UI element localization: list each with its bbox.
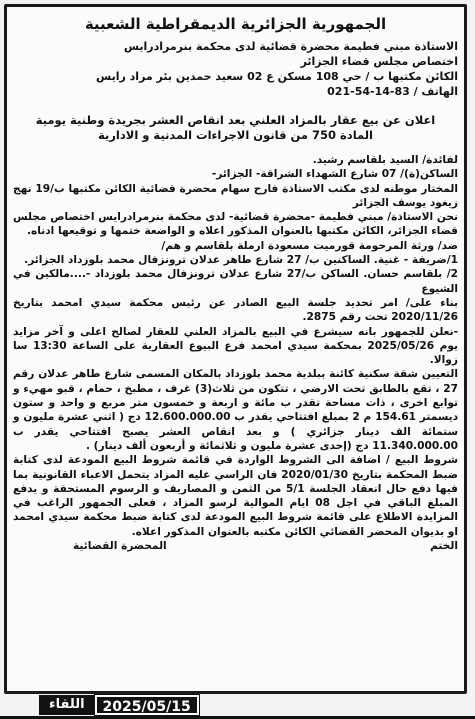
sale-conditions: شروط البيع / اضافة الى الشروط الواردة في قائمة شروط البيع المودعة لدى كتابة ضبط المحكمة بتاريخ 2020/01/30 فان الراسي عليه المزاد يتحمل الاعباء القانونية بما فيها دفع حال انعقاد الجلسة 5/1 من الثمن و المصاريف و الرسوم المستحقة و يدفع المبلغ الباقي في اجل 08 ايام الموالية لرسو المزاد ، فعلى الجمهور الراغب في المزايدة الاطلاع على قائمة شروط البيع المودعة لدى كتابة ضبط محكمة سيدي امحمد او بديوان المحضر القضائي الكائن مكتبه بالعنوان المذكور اعلاه.: [13, 454, 458, 538]
notice-content: [13, 13, 458, 685]
bailiff-phone: الهاتف / 83-14-54-021: [327, 85, 458, 98]
heir-1: 1/ضريفة - غنية. الساكنين ب/ 27 شارع طاهر عدلان ترونزفال محمد بلوزداد الجزائر.: [24, 254, 458, 267]
beneficiary-address: الساكن(ة)/ 07 شارع الشهداء الشراقة- الجزائر-: [211, 168, 458, 181]
elected-domicile: المختار موطنه لدى مكتب الاستاذة فارح سهام محضرة قضائية الكائن مكتبها ب/19 نهج زيغود يوسف الجزائر: [13, 182, 458, 209]
notice-body: [13, 153, 458, 539]
bailiff-signature-label: المحضرة القضائية: [73, 540, 167, 553]
signoff: [13, 539, 458, 553]
newspaper-name: اللقاء: [39, 695, 95, 715]
publication-date: 2025/05/15: [95, 695, 199, 715]
notice-subtitle: المادة 750 من قانون الاجراءات المدنية و الادارية: [98, 128, 373, 142]
bailiff-info: [13, 39, 458, 99]
property-description: التعيين شقة سكنية كائنة ببلدية محمد بلوزداد بالمكان المسمى شارع طاهر عدلان رقم 27 ، تقع بالطابق تحت الارضي ، تتكون من ثلاث(3) غرف ، مطبخ ، حمام ، قبو مهيء و توابع اخرى ، ذات مساحة تقدر ب مائة و اربعة و خمسون متر مربع و واحد و ستون ديسمتر 154.61 م 2 بمبلغ افتتاحي يقدر ب 12.600.000.00 دج ( اثني عشرة مليون و ستمائة الف دينار جزائري ) و بعد انقاص العشر يصبح افتتاحي يقدر ب 11.340.000.00 دج (إحدى عشرة مليون و ثلاثمائة و أربعون ألف دينار) .: [13, 368, 459, 452]
publication-footer: [33, 695, 199, 715]
bailiff-jurisdiction: اختصاص مجلس قضاء الجزائر: [300, 55, 458, 68]
beneficiary: لفائدة/ السيد بلقاسم رشيد.: [312, 154, 458, 166]
notice-card: [4, 4, 467, 694]
notice-title: اعلان عن بيع عقار بالمزاد العلني بعد انقاص العشر بجريدة وطنية يومية: [35, 113, 436, 127]
heir-2: 2/ بلقاسم حسان. الساكن ب/27 شارع عدلان ترونزفال محمد بلوزداد -....مالكين في الشيوع: [13, 268, 458, 295]
bailiff-name: الاستاذة مبني فطيمة محضرة قضائية لدى محكمة بنرمرادرايس: [123, 40, 458, 53]
bailiff-address: الكائن مكتبها ب / حي 108 مسكن ع 02 سعيد حمدين بئر مراد رايس: [96, 70, 458, 83]
court-order: بناء على/ امر تحديد جلسة البيع الصادر عن رئيس محكمة سيدي امحمد بتاريخ 2020/11/26 تحت رقم 2875.: [13, 296, 458, 324]
bailiff-statement: نحن الاستاذة/ مبني فطيمة -محضرة قضائية- لدى محكمة بنرمرادرايس اختصاص مجلس قضاء الجزائر، الكائن مكتبها بالعنوان المذكور اعلاه و الواضعة ختمها و توقيعها ادناه.: [13, 211, 458, 238]
against-heirs: ضد/ ورثة المرحومة قورميت مسعودة ارملة بلقاسم و هم/: [161, 239, 458, 252]
republic-heading: الجمهورية الجزائرية الديمقراطية الشعبية: [84, 15, 387, 33]
seal-label: الختم: [430, 540, 458, 553]
auction-announcement: -نعلن للجمهور بانه سيشرع في البيع بالمزاد العلني للعقار لصالح اعلى و آخر مزايد يوم 2025/05/26 بمحكمة سيدي امحمد فرع البيوع العقارية على الساعة 13:30 سا زوالا.: [13, 325, 458, 367]
